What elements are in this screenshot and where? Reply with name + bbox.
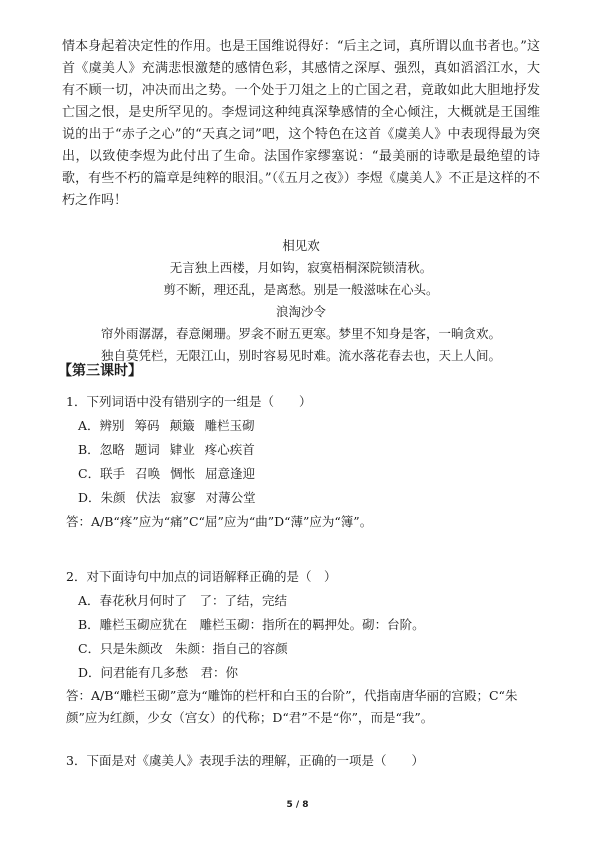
question-2-option-c: C．只是朱颜改 朱颜：指自己的容颜	[78, 641, 288, 656]
option-word: 召唤	[135, 466, 161, 481]
option-label: D．	[78, 490, 101, 505]
option-word: 辨别	[99, 418, 125, 433]
question-1-option-a	[78, 416, 255, 434]
option-word: 伏法	[135, 490, 161, 505]
option-word: 雕栏玉砌	[204, 418, 255, 433]
question-2-stem: 2．对下面诗句中加点的词语解释正确的是（ ）	[66, 569, 337, 584]
question-3-stem: 3．下面是对《虞美人》表现手法的理解，正确的一项是（ ）	[66, 753, 424, 768]
poem-line: 独自莫凭栏，无限江山，别时容易见时难。流水落花春去也，天上人间。	[100, 348, 501, 363]
intro-paragraph-block	[62, 36, 540, 212]
page-number: 5 / 8	[286, 800, 309, 810]
option-label: B．	[78, 442, 100, 457]
option-word: 疼心疾首	[204, 442, 255, 457]
option-word: 颠簸	[169, 418, 195, 433]
poem-title: 浪淘沙令	[275, 304, 326, 319]
option-word: 寂寥	[170, 490, 196, 505]
question-2-option-a: A．春花秋月何时了 了：了结，完结	[78, 593, 288, 608]
question-1-answer: 答：A/B“疼”应为“痛”C“屈”应为“曲”D“薄”应为“簿”。	[66, 514, 373, 529]
option-word: 筹码	[134, 418, 160, 433]
section-title: 【第三课时】	[58, 363, 142, 379]
question-2-answer: 答：A/B“雕栏玉砌”意为“雕饰的栏杆和白玉的台阶”，代指南唐华丽的宫殿；C“朱颜”应为红颜，少女（宫女）的代称；D“君”不是“你”，而是“我”。	[66, 688, 518, 725]
option-word: 联手	[100, 466, 126, 481]
option-word: 忽略	[99, 442, 125, 457]
option-word: 朱颜	[100, 490, 126, 505]
poem-line: 无言独上西楼，月如钩，寂寞梧桐深院锁清秋。	[169, 260, 433, 275]
question-1-option-d	[78, 488, 256, 506]
intro-paragraph: 情本身起着决定性的作用。也是王国维说得好：“后主之词，真所谓以血书者也。”这首《虞美人》充满悲恨激楚的感情色彩，其感情之深厚、强烈，真如滔滔江水，大有不顾一切，冲决而出之势。一个处于刀俎之上的亡国之君，竟敢如此大胆地抒发亡国之恨，是史所罕见的。李煜词这种纯真深挚感情的全心倾注，大概就是王国维说的出于“赤子之心”的“天真之词”吧，这个特色在这首《虞美人》中表现得最为突出，以致使李煜为此付出了生命。法国作家缪塞说：“最美丽的诗歌是最绝望的诗歌，有些不朽的篇章是纯粹的眼泪。”（《五月之夜》）李煜《虞美人》不正是这样的不朽之作吗！	[62, 39, 540, 208]
option-word: 惆怅	[170, 466, 196, 481]
option-label: A．	[78, 418, 100, 433]
option-word: 对薄公堂	[205, 490, 256, 505]
question-2-option-b: B．雕栏玉砌应犹在 雕栏玉砌：指所在的羁押处。砌：台阶。	[78, 617, 425, 632]
option-word: 肄业	[169, 442, 195, 457]
question-1-option-b	[78, 440, 255, 458]
question-1-option-c	[78, 464, 255, 482]
poem-line: 剪不断，理还乱，是离愁。别是一般滋味在心头。	[163, 282, 439, 297]
option-word: 屈意逢迎	[205, 466, 256, 481]
poem-line: 帘外雨潺潺，春意阑珊。罗衾不耐五更寒。梦里不知身是客，一晌贪欢。	[100, 326, 501, 341]
question-2-option-d: D．问君能有几多愁 君：你	[78, 665, 239, 680]
option-label: C．	[78, 466, 101, 481]
option-word: 题词	[134, 442, 160, 457]
poem-title: 相见欢	[282, 238, 320, 253]
question-1-stem: 1．下列词语中没有错别字的一组是（ ）	[66, 394, 312, 409]
